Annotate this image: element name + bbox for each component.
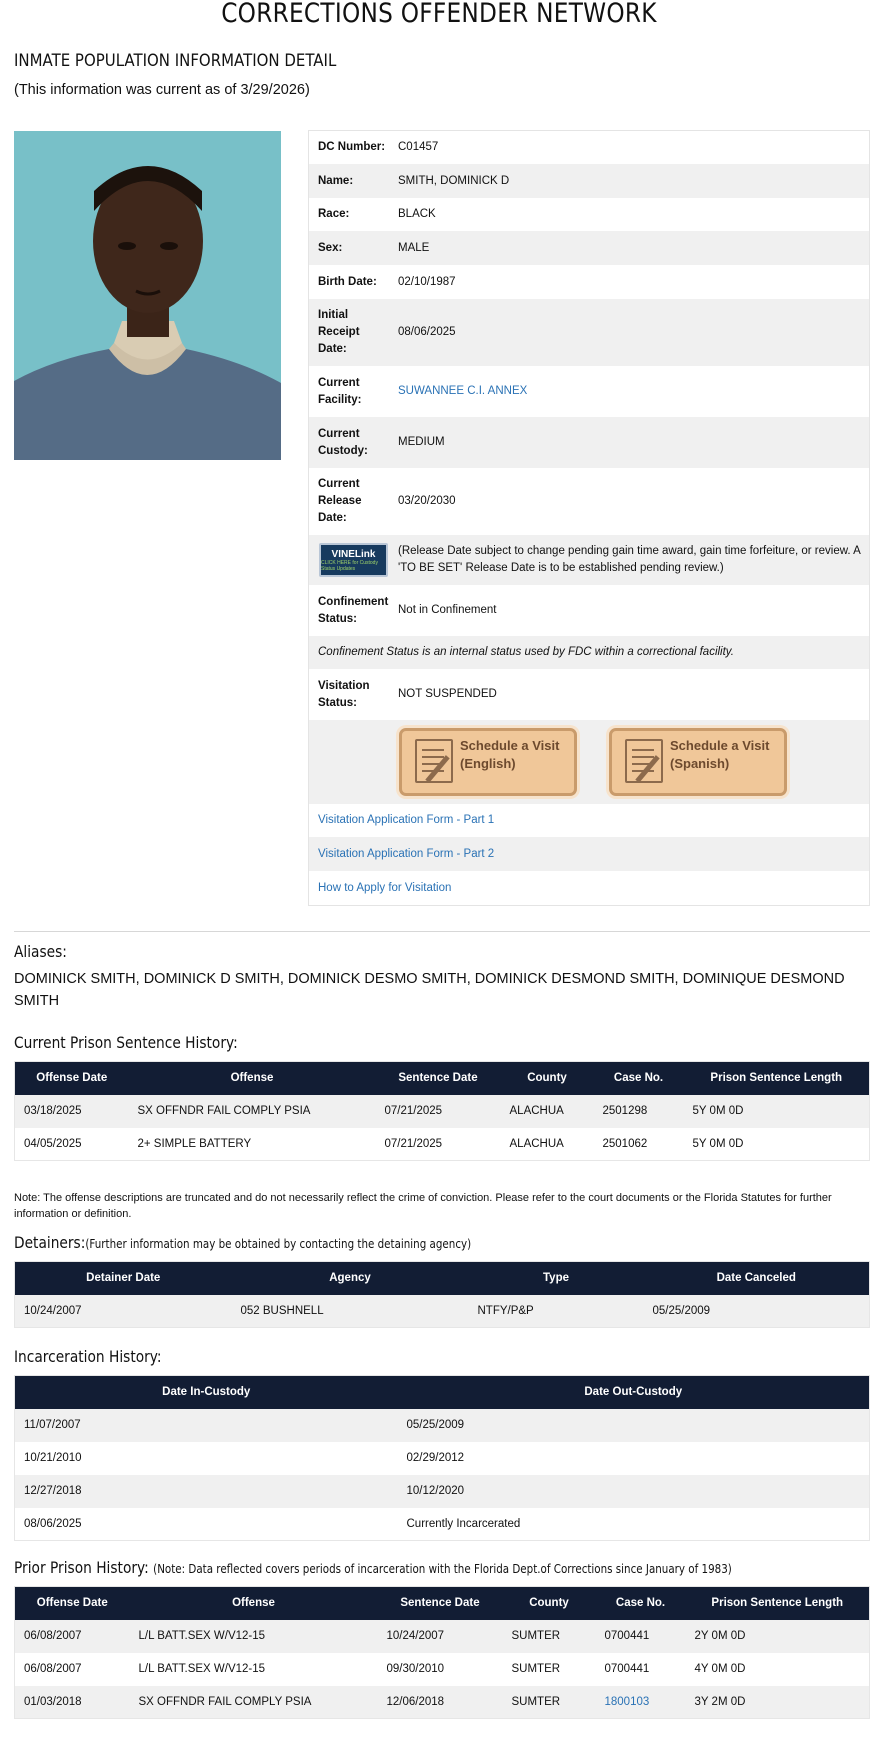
incarceration-heading: Incarceration History:: [14, 1347, 162, 1366]
name-value: SMITH, DOMINICK D: [398, 174, 510, 187]
col-offense: Offense: [129, 1062, 376, 1095]
offense-date-cell: 06/08/2007: [15, 1653, 130, 1686]
inmate-photo-illustration: [14, 131, 281, 460]
table-row: [15, 1095, 870, 1128]
custody-label: Current Custody:: [318, 427, 368, 457]
birth-date-value: 02/10/1987: [398, 275, 456, 288]
race-row: [309, 198, 869, 231]
col-date-out-custody: Date Out-Custody: [398, 1376, 870, 1409]
county-cell: ALACHUA: [501, 1095, 594, 1128]
table-row: [15, 1686, 870, 1719]
offense-cell: SX OFFNDR FAIL COMPLY PSIA: [130, 1686, 378, 1719]
inmate-photo: [14, 131, 281, 460]
visitation-form-part1-link[interactable]: Visitation Application Form - Part 1: [318, 814, 495, 826]
table-row: [15, 1295, 870, 1328]
schedule-visit-spanish-button[interactable]: [609, 728, 787, 796]
dc-number-value: C01457: [398, 141, 439, 153]
table-row: [15, 1442, 870, 1475]
vinelink-logo: VINELink: [331, 548, 376, 560]
sentence-length-cell: 4Y 0M 0D: [686, 1653, 870, 1686]
schedule-visit-english-label: Schedule a Visit (English): [460, 738, 560, 771]
confinement-note: Confinement Status is an internal status used by FDC within a correctional facility.: [318, 646, 734, 658]
facility-row: [309, 366, 869, 417]
incarceration-table: [14, 1375, 870, 1541]
sentence-date-cell: 10/24/2007: [378, 1620, 503, 1653]
confinement-value: Not in Confinement: [398, 604, 497, 616]
dc-number-label: DC Number:: [318, 141, 386, 153]
sentence-date-cell: 07/21/2025: [376, 1128, 501, 1161]
section-divider: [14, 931, 870, 932]
detainers-table: [14, 1261, 870, 1328]
confinement-row: [309, 585, 869, 636]
offense-cell: SX OFFNDR FAIL COMPLY PSIA: [129, 1095, 376, 1128]
sentence-date-cell: 12/06/2018: [378, 1686, 503, 1719]
dc-number-row: [309, 131, 869, 164]
race-value: BLACK: [398, 208, 436, 220]
col-offense-date: Offense Date: [15, 1062, 129, 1095]
sex-label: Sex:: [318, 241, 343, 254]
release-note: (Release Date subject to change pending gain time award, gain time forfeiture, or review. A 'TO BE SET' Release Date is to be established pending review.): [398, 545, 861, 574]
case-no-link[interactable]: 1800103: [596, 1686, 686, 1719]
county-cell: SUMTER: [503, 1620, 596, 1653]
col-sentence-date: Sentence Date: [378, 1587, 503, 1620]
form1-row: [309, 804, 869, 837]
date-out-cell: Currently Incarcerated: [398, 1508, 870, 1541]
inmate-detail-panel: [308, 130, 870, 906]
col-sentence-length: Prison Sentence Length: [686, 1587, 870, 1620]
name-row: [309, 164, 869, 198]
aliases-heading: Aliases:: [14, 942, 67, 961]
case-no-cell: 0700441: [596, 1620, 686, 1653]
table-row: [15, 1508, 870, 1541]
detainers-title: Detainers:: [14, 1233, 86, 1252]
detainers-subtitle: (Further information may be obtained by contacting the detaining agency): [85, 1237, 472, 1251]
county-cell: ALACHUA: [501, 1128, 594, 1161]
county-cell: SUMTER: [503, 1653, 596, 1686]
visitation-row: [309, 669, 869, 720]
receipt-date-value: 08/06/2025: [398, 326, 456, 338]
name-label: Name:: [318, 174, 354, 187]
release-date-value: 03/20/2030: [398, 495, 456, 507]
custody-row: [309, 417, 869, 468]
visitation-value: NOT SUSPENDED: [398, 688, 497, 700]
offense-cell: L/L BATT.SEX W/V12-15: [130, 1653, 378, 1686]
type-cell: NTFY/P&P: [469, 1295, 644, 1328]
case-no-cell: 0700441: [596, 1653, 686, 1686]
col-type: Type: [469, 1262, 644, 1295]
sex-row: [309, 231, 869, 265]
date-in-cell: 08/06/2025: [15, 1508, 398, 1541]
date-out-cell: 10/12/2020: [398, 1475, 870, 1508]
offense-date-cell: 03/18/2025: [15, 1095, 129, 1128]
prior-prison-table: [14, 1586, 870, 1719]
date-out-cell: 05/25/2009: [398, 1409, 870, 1442]
current-sentence-table: [14, 1061, 870, 1161]
col-sentence-date: Sentence Date: [376, 1062, 501, 1095]
table-row: [15, 1475, 870, 1508]
offense-note: Note: The offense descriptions are truncated and do not necessarily reflect the crime of conviction. Please refer to the court documents or the Florida Statutes for further information or definition.: [14, 1192, 832, 1220]
col-date-in-custody: Date In-Custody: [15, 1376, 398, 1409]
birth-date-label: Birth Date:: [318, 275, 377, 288]
date-in-cell: 12/27/2018: [15, 1475, 398, 1508]
facility-label: Current Facility:: [318, 376, 362, 406]
race-label: Race:: [318, 208, 350, 220]
col-case-no: Case No.: [596, 1587, 686, 1620]
date-in-cell: 10/21/2010: [15, 1442, 398, 1475]
sex-value: MALE: [398, 241, 430, 254]
offense-date-cell: 04/05/2025: [15, 1128, 129, 1161]
col-detainer-date: Detainer Date: [15, 1262, 232, 1295]
receipt-date-label: Initial Receipt Date:: [318, 309, 360, 355]
case-no-cell: 2501298: [594, 1095, 684, 1128]
col-county: County: [501, 1062, 594, 1095]
birth-date-row: [309, 265, 869, 299]
sentence-length-cell: 2Y 0M 0D: [686, 1620, 870, 1653]
county-cell: SUMTER: [503, 1686, 596, 1719]
col-agency: Agency: [232, 1262, 469, 1295]
offense-cell: L/L BATT.SEX W/V12-15: [130, 1620, 378, 1653]
date-canceled-cell: 05/25/2009: [644, 1295, 870, 1328]
current-as-of-text: (This information was current as of 3/29/2026): [14, 82, 310, 98]
table-row: [15, 1409, 870, 1442]
col-date-canceled: Date Canceled: [644, 1262, 870, 1295]
sentence-length-cell: 3Y 2M 0D: [686, 1686, 870, 1719]
schedule-visit-english-button[interactable]: [399, 728, 577, 796]
col-offense-date: Offense Date: [15, 1587, 130, 1620]
form2-row: [309, 837, 869, 871]
receipt-date-row: [309, 299, 869, 366]
sentence-date-cell: 07/21/2025: [376, 1095, 501, 1128]
release-date-row: [309, 468, 869, 535]
visitation-label: Visitation Status:: [318, 679, 370, 709]
detainer-date-cell: 10/24/2007: [15, 1295, 232, 1328]
prior-prison-subtitle: (Note: Data reflected covers periods of incarceration with the Florida Dept.of Corrections since January of 1983): [153, 1562, 732, 1576]
table-row: [15, 1653, 870, 1686]
offense-cell: 2+ SIMPLE BATTERY: [129, 1128, 376, 1161]
sentence-length-cell: 5Y 0M 0D: [684, 1128, 870, 1161]
current-sentence-heading: Current Prison Sentence History:: [14, 1033, 238, 1052]
schedule-visit-row: [309, 720, 869, 804]
release-date-label: Current Release Date:: [318, 478, 362, 524]
schedule-visit-spanish-label: Schedule a Visit (Spanish): [670, 738, 770, 771]
col-case-no: Case No.: [594, 1062, 684, 1095]
agency-cell: 052 BUSHNELL: [232, 1295, 469, 1328]
facility-link[interactable]: SUWANNEE C.I. ANNEX: [398, 385, 528, 397]
how-to-apply-link[interactable]: How to Apply for Visitation: [318, 881, 452, 894]
custody-value: MEDIUM: [398, 436, 445, 448]
col-county: County: [503, 1587, 596, 1620]
sentence-length-cell: 5Y 0M 0D: [684, 1095, 870, 1128]
offense-date-cell: 01/03/2018: [15, 1686, 130, 1719]
confinement-label: Confinement Status:: [318, 595, 389, 625]
vinelink-subtext: CLICK HERE for Custody Status Updates: [321, 559, 378, 572]
confinement-note-row: [309, 636, 869, 669]
howto-row: [309, 871, 869, 905]
visitation-form-part2-link[interactable]: Visitation Application Form - Part 2: [318, 847, 495, 860]
col-offense: Offense: [130, 1587, 378, 1620]
col-sentence-length: Prison Sentence Length: [684, 1062, 870, 1095]
prior-prison-title: Prior Prison History:: [14, 1558, 149, 1577]
prior-prison-heading: [14, 1558, 732, 1577]
offense-date-cell: 06/08/2007: [15, 1620, 130, 1653]
vinelink-button[interactable]: [319, 543, 388, 577]
detainers-heading: [14, 1233, 471, 1252]
vine-row: [309, 535, 869, 585]
date-out-cell: 02/29/2012: [398, 1442, 870, 1475]
date-in-cell: 11/07/2007: [15, 1409, 398, 1442]
sentence-date-cell: 09/30/2010: [378, 1653, 503, 1686]
site-title: CORRECTIONS OFFENDER NETWORK: [221, 0, 657, 29]
table-row: [15, 1620, 870, 1653]
case-no-cell: 2501062: [594, 1128, 684, 1161]
table-row: [15, 1128, 870, 1161]
page-title: INMATE POPULATION INFORMATION DETAIL: [14, 51, 337, 71]
aliases-text: DOMINICK SMITH, DOMINICK D SMITH, DOMINICK DESMO SMITH, DOMINICK DESMOND SMITH, DOMINIQUE DESMOND SMITH: [14, 971, 845, 1009]
